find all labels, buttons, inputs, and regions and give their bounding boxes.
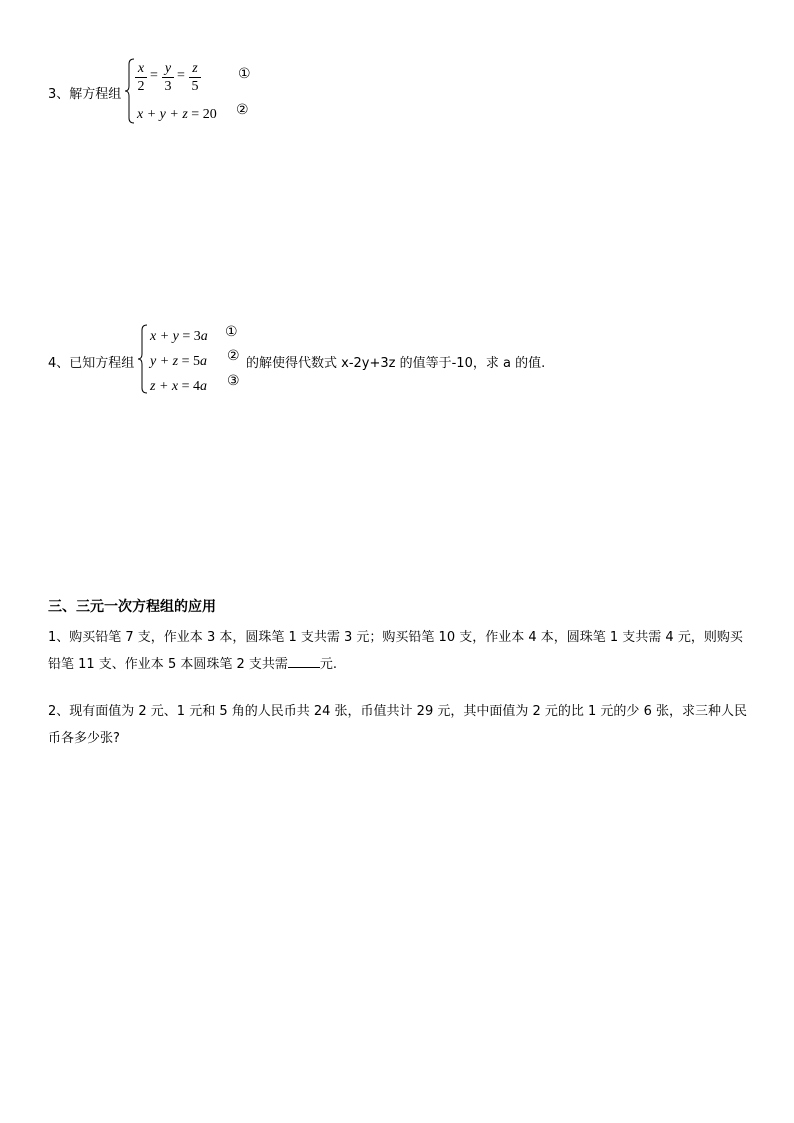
question-1-text: 1、购买铅笔 7 支，作业本 3 本，圆珠笔 1 支共需 3 元；购买铅笔 10 支，作业本 4 本，圆珠笔 1 支共需 4 元，则购买铅笔 11 支、作业本 5 本圆珠笔 2 支共需 <box>48 630 743 672</box>
fraction-denominator: 3 <box>164 79 172 94</box>
equation-marker-2: ② <box>236 102 249 118</box>
fraction-denominator: 5 <box>191 79 199 94</box>
problem-4-tail: 的解使得代数式 x-2y+3z 的值等于-10，求 a 的值. <box>246 356 546 371</box>
fraction-bar <box>162 77 174 78</box>
fraction-y-over-3 <box>162 61 174 94</box>
problem-3-label: 3、解方程组 <box>48 87 122 102</box>
question-1-unit: 元. <box>319 657 338 672</box>
answer-blank[interactable] <box>288 655 320 668</box>
equation-rhs-coefficient: 4 <box>193 379 201 394</box>
equation-lhs: z + x <box>150 379 179 394</box>
question-2: 2、现有面值为 2 元、1 元和 5 角的人民币共 24 张，币值共计 29 元，其中面值为 2 元的比 1 元的少 6 张，求三种人民币各多少张? <box>48 704 747 746</box>
equation-rhs-variable: a <box>200 379 208 394</box>
equation-marker-2: ② <box>227 348 240 364</box>
fraction-z-over-5 <box>189 61 201 94</box>
equation-marker-1: ① <box>225 324 238 340</box>
fraction-numerator: z <box>192 61 198 76</box>
problem-4-brace <box>137 324 149 394</box>
equals-sign: = <box>150 68 158 83</box>
section-title: 三、三元一次方程组的应用 <box>48 599 216 615</box>
fraction-numerator: y <box>164 61 172 76</box>
equals-sign: = <box>178 354 194 369</box>
equals-sign: = <box>177 68 185 83</box>
problem-4-label: 4、已知方程组 <box>48 356 135 371</box>
equation-marker-3: ③ <box>227 373 240 389</box>
fraction-denominator: 2 <box>137 79 145 94</box>
equation-rhs-coefficient: 3 <box>193 329 201 344</box>
equals-sign: = <box>178 329 194 344</box>
equation-4-1 <box>150 325 208 345</box>
fraction-numerator: x <box>137 61 145 76</box>
equation-lhs: x + y + z <box>137 107 188 122</box>
equation-3-2 <box>137 103 217 123</box>
equation-rhs-variable: a <box>200 354 208 369</box>
equation-4-3 <box>150 375 207 395</box>
equation-lhs: x + y <box>150 329 179 344</box>
question-1 <box>48 624 748 678</box>
fraction-bar <box>189 77 201 78</box>
equation-4-2 <box>150 350 207 370</box>
equals-sign: = <box>187 107 203 122</box>
fraction-x-over-2 <box>135 61 147 94</box>
equation-lhs: y + z <box>150 354 179 369</box>
fraction-bar <box>135 77 147 78</box>
equation-marker-1: ① <box>238 66 251 82</box>
equation-rhs: 20 <box>202 107 217 122</box>
equation-rhs-variable: a <box>200 329 208 344</box>
equals-sign: = <box>178 379 194 394</box>
equation-rhs-coefficient: 5 <box>193 354 201 369</box>
